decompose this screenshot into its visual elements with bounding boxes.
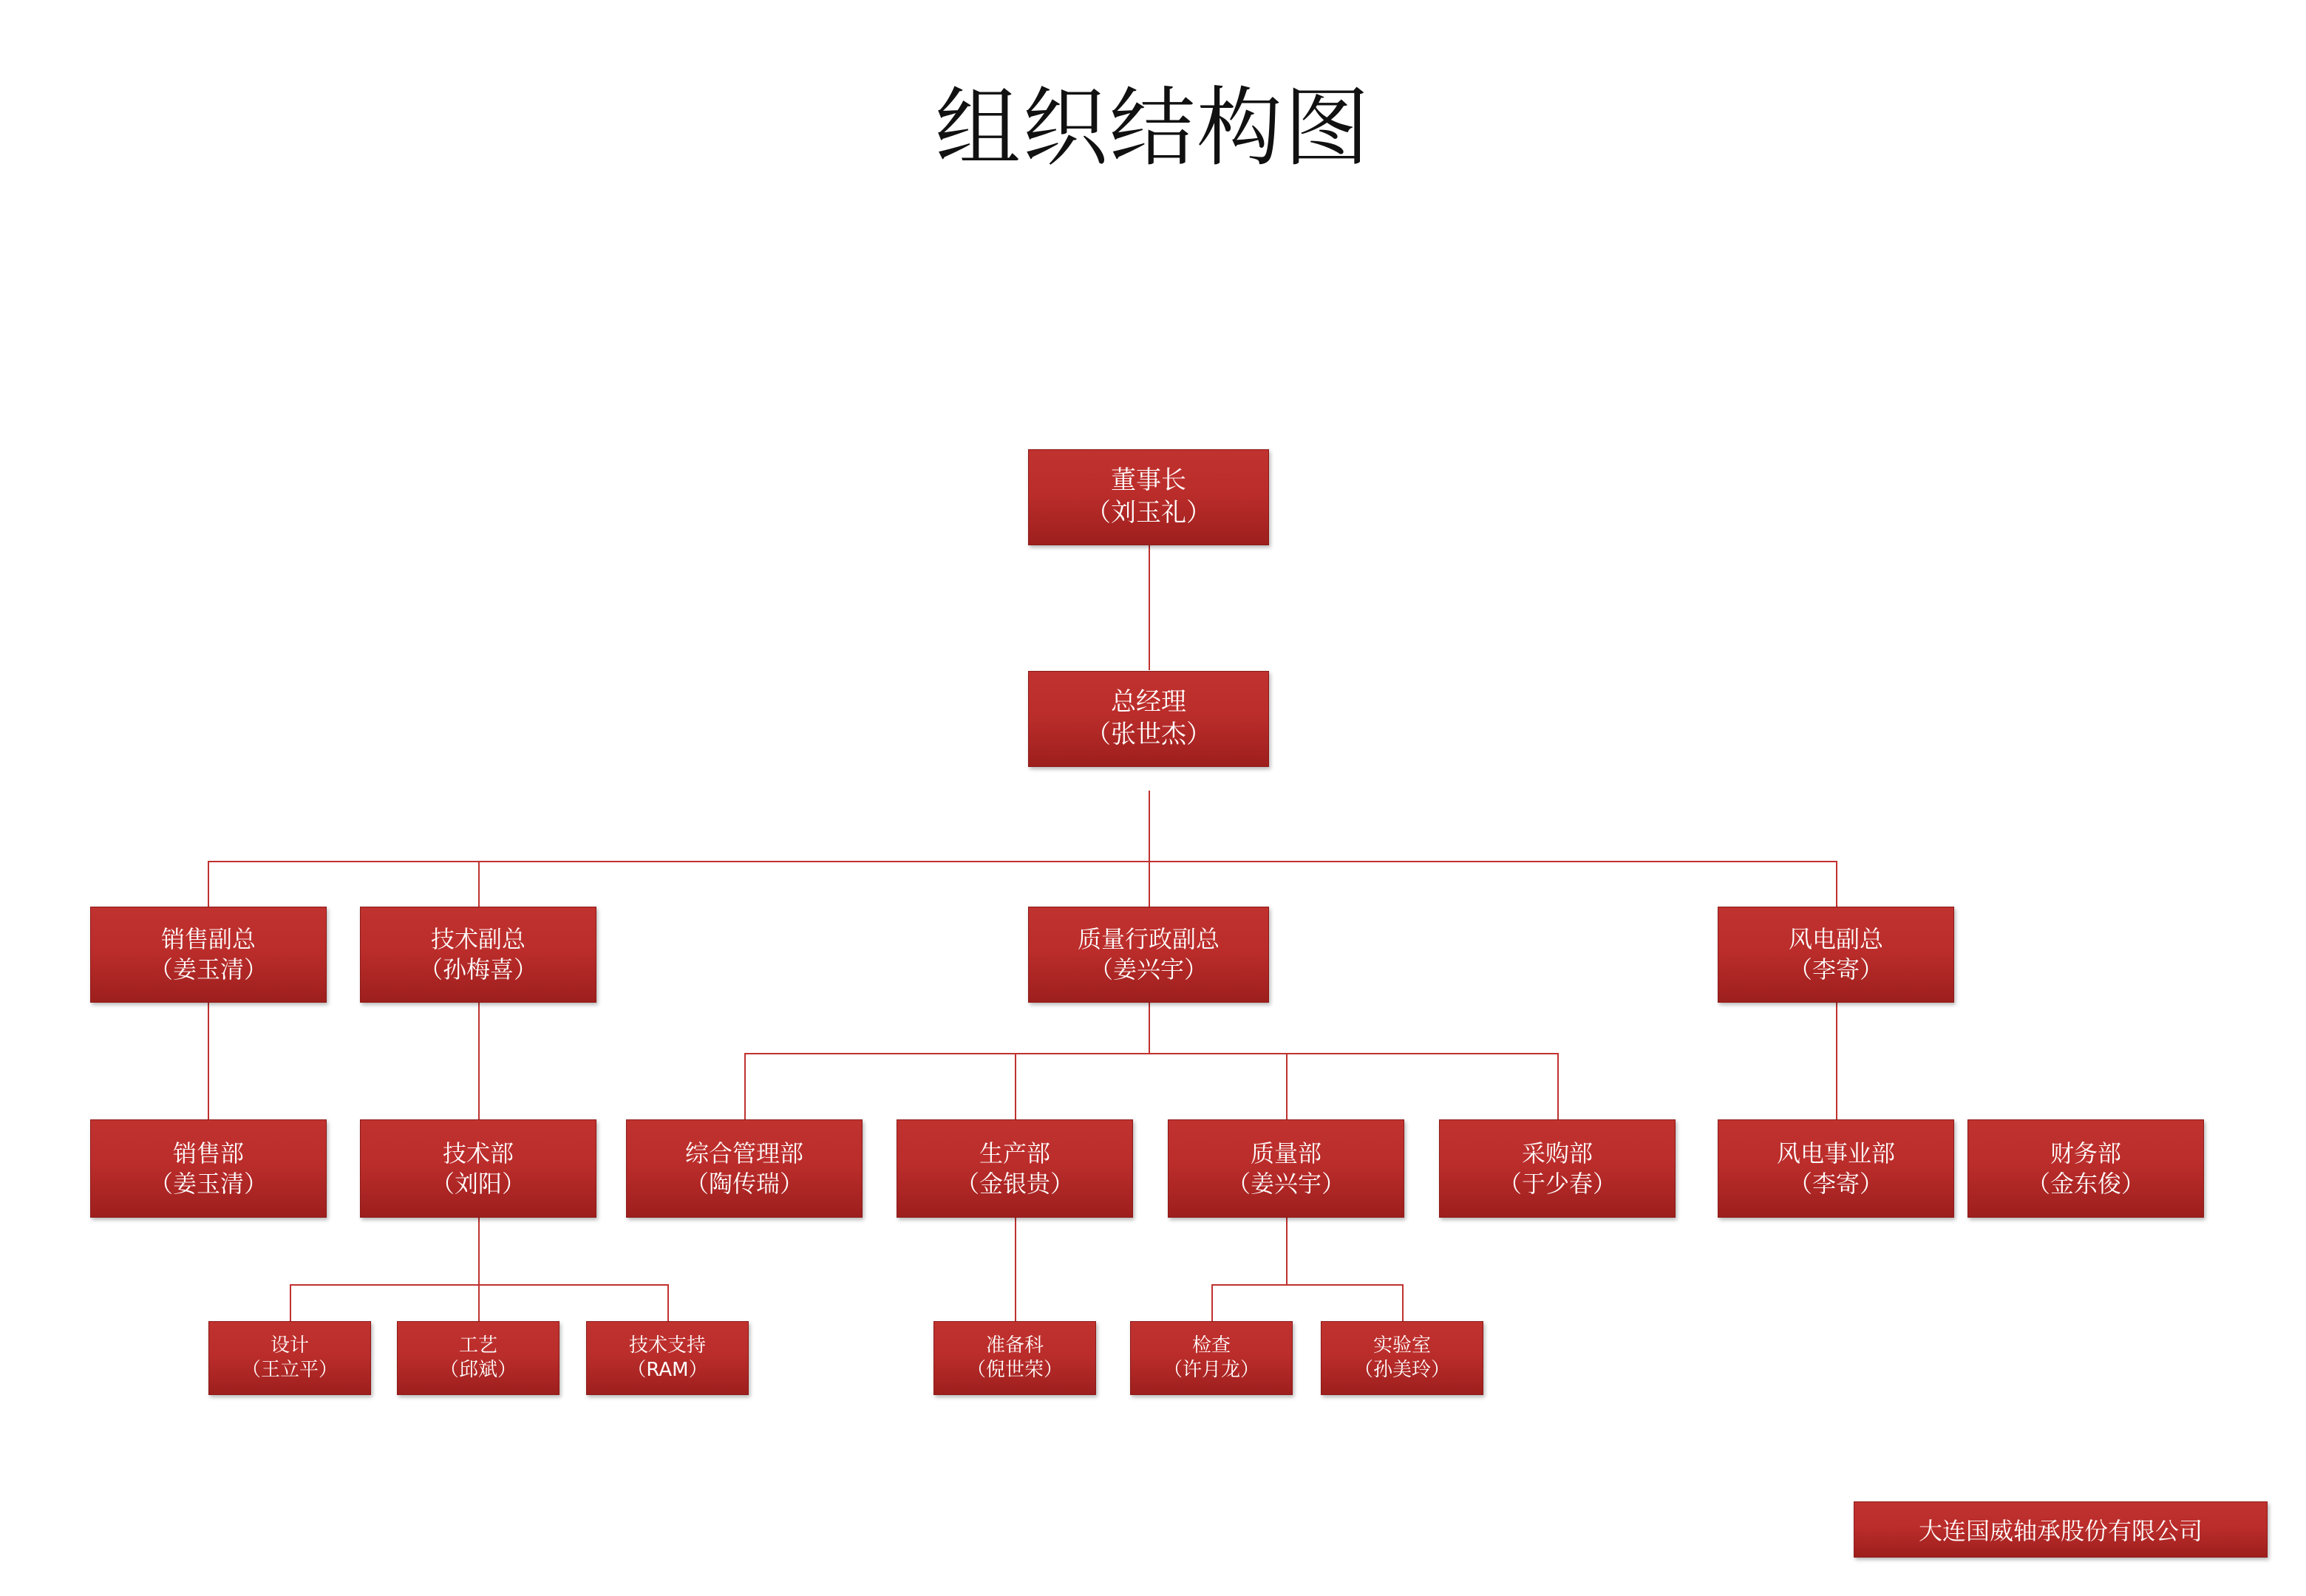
node-dept-sales-person: （姜玉清） [149, 1169, 268, 1198]
node-team-support-person: （RAM） [627, 1359, 708, 1381]
node-dept-quality-role: 质量部 [1250, 1139, 1322, 1167]
node-dept-quality[interactable] [1168, 1119, 1404, 1218]
connector-drop-vp-sales [208, 861, 209, 907]
node-general-manager-role: 总经理 [1111, 687, 1186, 717]
connector-vptech-dept [478, 1003, 480, 1119]
connector-drop-team-design [290, 1284, 291, 1321]
node-vp-wind-person: （李寄） [1788, 955, 1883, 983]
node-general-manager[interactable] [1028, 671, 1269, 767]
node-dept-admin-role: 综合管理部 [684, 1139, 803, 1167]
node-team-design-role: 设计 [270, 1334, 309, 1357]
node-team-prep-role: 准备科 [985, 1334, 1044, 1357]
connector-vpwind-dept [1836, 1003, 1837, 1119]
node-chairman[interactable] [1028, 449, 1269, 545]
node-team-design-person: （王立平） [241, 1359, 338, 1381]
connector-drop-vp-wind [1836, 861, 1837, 907]
node-team-process-role: 工艺 [458, 1334, 497, 1357]
node-vp-quality-admin-person: （姜兴宇） [1089, 955, 1208, 983]
node-dept-finance-role: 财务部 [2050, 1139, 2121, 1167]
company-name: 大连国威轴承股份有限公司 [1918, 1517, 2203, 1545]
node-vp-wind[interactable] [1718, 907, 1954, 1003]
page-title: 组织结构图 [935, 78, 1371, 178]
node-vp-tech-person: （孙梅喜） [418, 955, 537, 983]
node-chairman-role: 董事长 [1111, 466, 1186, 496]
node-team-prep[interactable] [933, 1321, 1096, 1395]
connector-drop-dept-quality [1286, 1053, 1288, 1119]
node-team-inspection-role: 检查 [1191, 1334, 1231, 1357]
node-dept-finance-person: （金东俊） [2026, 1169, 2145, 1198]
node-team-inspection-person: （许月龙） [1163, 1359, 1259, 1381]
connector-chairman-gm [1149, 545, 1150, 670]
node-dept-tech-role: 技术部 [442, 1139, 514, 1167]
connector-deptproduction-prep [1015, 1218, 1016, 1321]
node-dept-production-role: 生产部 [979, 1139, 1050, 1167]
node-dept-production[interactable] [897, 1119, 1133, 1218]
connector-drop-team-lab [1402, 1284, 1404, 1321]
connector-drop-dept-production [1015, 1053, 1016, 1119]
node-dept-purchasing-person: （于少春） [1497, 1169, 1616, 1198]
connector-gm-down [1149, 791, 1150, 861]
node-dept-wind-role: 风电事业部 [1776, 1139, 1895, 1167]
connector-vpquality-down [1149, 1003, 1150, 1053]
connector-dept-bus [744, 1053, 1557, 1054]
connector-vpsales-dept [208, 1003, 209, 1119]
node-vp-sales-role: 销售副总 [160, 925, 256, 954]
node-vp-sales-person: （姜玉清） [149, 955, 268, 983]
company-badge [1854, 1501, 2268, 1558]
connector-drop-dept-purchasing [1557, 1053, 1559, 1119]
node-team-design[interactable] [208, 1321, 371, 1395]
node-dept-purchasing-role: 采购部 [1521, 1139, 1593, 1167]
node-chairman-person: （刘玉礼） [1086, 498, 1211, 528]
node-dept-admin[interactable] [626, 1119, 863, 1218]
node-vp-wind-role: 风电副总 [1788, 925, 1883, 954]
node-dept-tech-person: （刘阳） [430, 1169, 526, 1198]
node-team-lab-person: （孙美玲） [1353, 1359, 1450, 1381]
node-dept-admin-person: （陶传瑞） [684, 1169, 803, 1198]
node-vp-quality-admin[interactable] [1028, 907, 1269, 1003]
node-dept-wind-person: （李寄） [1788, 1169, 1883, 1198]
node-team-process-person: （邱斌） [439, 1359, 517, 1381]
connector-vp-bus [208, 861, 1836, 862]
node-dept-finance[interactable] [1967, 1119, 2204, 1218]
node-dept-wind[interactable] [1718, 1119, 1954, 1218]
node-team-lab[interactable] [1321, 1321, 1483, 1395]
node-dept-purchasing[interactable] [1439, 1119, 1676, 1218]
connector-quality-team-bus [1211, 1284, 1402, 1286]
connector-depttech-down [478, 1218, 480, 1284]
node-dept-sales-role: 销售部 [172, 1139, 244, 1167]
node-team-inspection[interactable] [1130, 1321, 1293, 1395]
node-dept-sales[interactable] [90, 1119, 327, 1218]
node-dept-tech[interactable] [360, 1119, 596, 1218]
node-vp-sales[interactable] [90, 907, 327, 1003]
node-vp-tech[interactable] [360, 907, 596, 1003]
node-team-lab-role: 实验室 [1373, 1334, 1431, 1357]
connector-drop-vp-tech [478, 861, 480, 907]
node-team-prep-person: （倪世荣） [966, 1359, 1063, 1381]
node-team-process[interactable] [397, 1321, 560, 1395]
connector-drop-vp-quality [1149, 861, 1150, 907]
node-team-support[interactable] [586, 1321, 749, 1395]
connector-drop-team-support [667, 1284, 669, 1321]
node-team-support-role: 技术支持 [628, 1334, 706, 1357]
node-vp-tech-role: 技术副总 [430, 925, 526, 954]
connector-drop-team-inspection [1211, 1284, 1213, 1321]
connector-drop-dept-admin [744, 1053, 746, 1119]
node-dept-production-person: （金银贵） [955, 1169, 1074, 1198]
node-vp-quality-admin-role: 质量行政副总 [1077, 925, 1220, 954]
node-general-manager-person: （张世杰） [1086, 720, 1211, 749]
connector-deptquality-down [1286, 1218, 1288, 1284]
node-dept-quality-person: （姜兴宇） [1226, 1169, 1345, 1198]
connector-drop-team-process [478, 1284, 480, 1321]
